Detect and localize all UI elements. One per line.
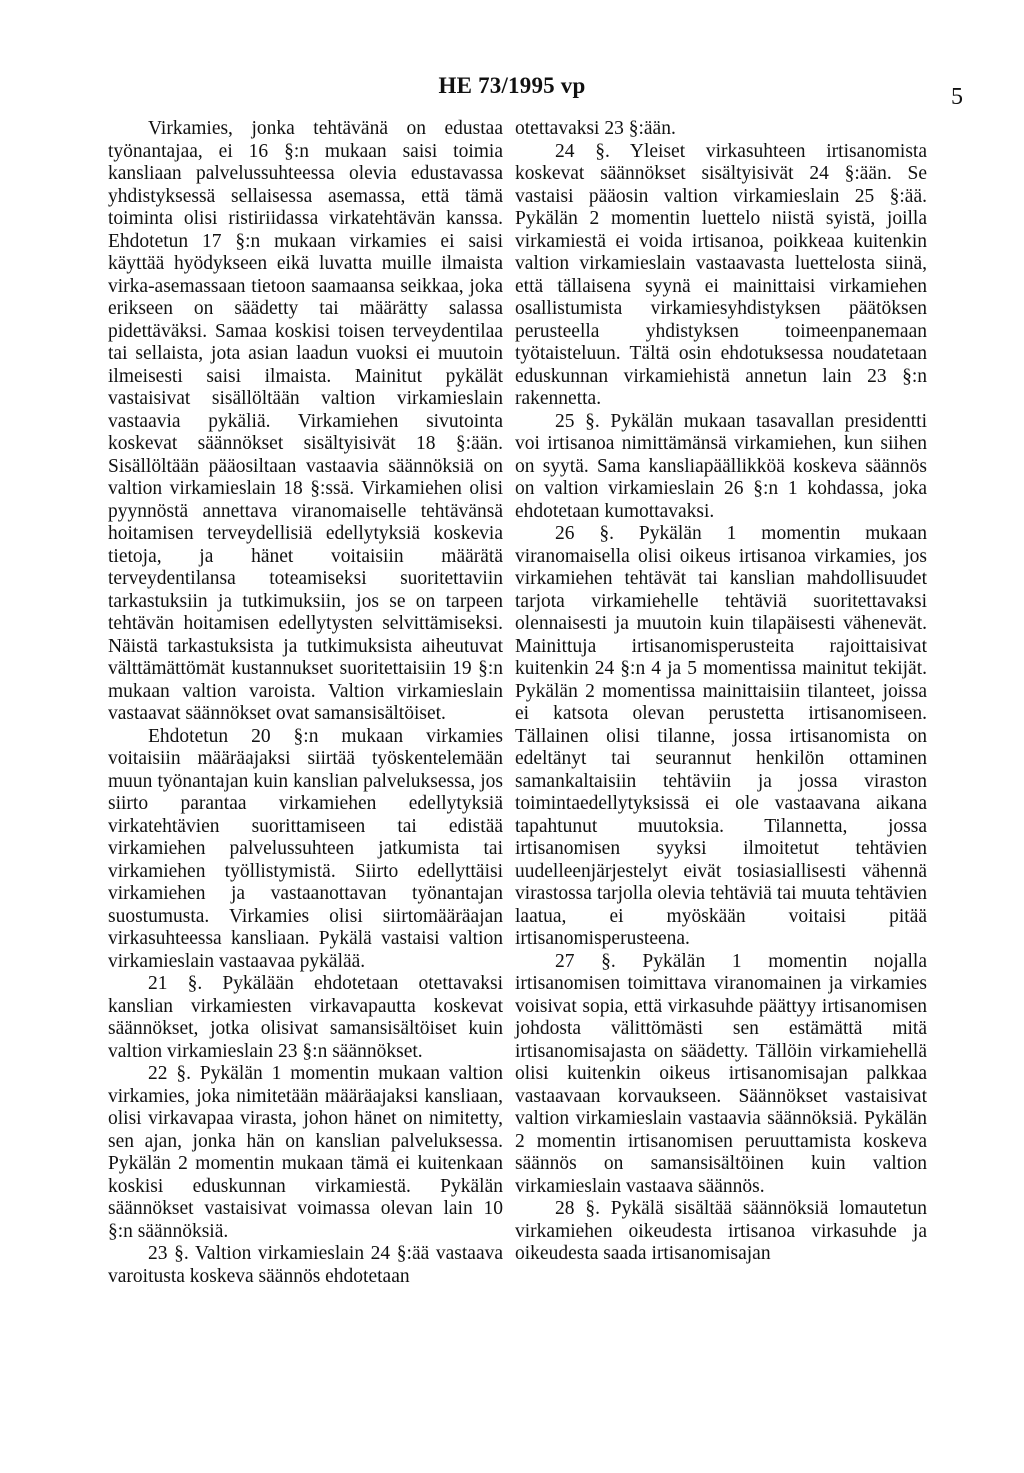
paragraph: 21 §. Pykälään ehdotetaan otettavaksi kanslian virkamiesten virkavapautta koskevat säännökset, jotka olisivat samansisältöiset kuin valtion virkamieslain 23 §:n säännökset.	[108, 973, 503, 1062]
paragraph: Virkamies, jonka tehtävänä on edustaa työnantajaa, ei 16 §:n mukaan saisi toimia kansliaan palvelussuhteessa olevia edustavassa yhdistyksessä sellaisessa asemassa, että tämä toiminta olisi ristiriidassa virkatehtävän kanssa. Ehdotetun 17 §:n mukaan virkamies ei saisi käyttää hyödykseen eikä luvatta muille ilmaista virka-asemassaan tietoon saamaansa seikkaa, joka erikseen on säädetty tai määrätty salassa pidettäväksi. Samaa koskisi toisen terveydentilaa tai sellaista, jota asian laadun vuoksi ei muutoin ilmeisesti saisi ilmaista. Mainitut pykälät vastaisivat sisällöltään valtion virkamieslain vastaavia pykäliä. Virkamiehen sivutointa koskevat säännökset sisältyisivät 18 §:ään. Sisällöltään pääosiltaan vastaavia säännöksiä on valtion virkamieslain 18 §:ssä. Virkamiehen olisi pyynnöstä annettava viranomaiselle tehtävänsä hoitamisen terveydellisiä edellytyksiä koskevia tietoja, ja hänet voitaisiin määrätä terveydentilansa toteamiseksi suoritettaviin tarkastuksiin ja tutkimuksiin, jos se on tarpeen tehtävän hoitamisen edellytysten selvittämiseksi. Näistä tarkastuksista ja tutkimuksista aiheutuvat välttämättömät kustannukset suoritettaisiin 19 §:n mukaan valtion varoista. Valtion virkamieslain vastaavat säännökset ovat samansisältöiset.	[108, 118, 503, 724]
paragraph: 23 §. Valtion virkamieslain 24 §:ää vastaava varoitusta koskeva säännös ehdotetaan	[108, 1243, 503, 1287]
paragraph: 22 §. Pykälän 1 momentin mukaan valtion virkamies, joka nimitetään määräajaksi kansliaan, olisi virkavapaa virasta, johon hänet on nimitetty, sen ajan, jonka hän on kanslian palveluksessa. Pykälän 2 momentin mukaan tämä ei kuitenkaan koskisi eduskunnan virkamiestä. Pykälän säännökset vastaisivat voimassa olevan lain 10 §:n säännöksiä.	[108, 1063, 503, 1242]
paragraph: otettavaksi 23 §:ään.	[515, 118, 676, 139]
paragraph: 27 §. Pykälän 1 momentin nojalla irtisanomisen toimittava viranomainen ja virkamies voisivat sopia, että virkasuhde päättyy irtisanomisen johdosta välittömästi sen estämättä mitä irtisanomisajasta on säädetty. Tällöin virkamiehellä olisi kuitenkin oikeus irtisanomisajan palkkaa vastaavaan korvaukseen. Säännökset vastaisivat valtion virkamieslain vastaavia säännöksiä. Pykälän 2 momentin irtisanomisen peruuttamista koskeva säännös on samansisältöinen kuin valtion virkamieslain vastaava säännös.	[515, 950, 927, 1197]
paragraph: 25 §. Pykälän mukaan tasavallan presidentti voi irtisanoa nimittämänsä virkamiehen, kun siihen on syytä. Sama kansliapäällikköä koskeva säännös on valtion virkamieslain 26 §:n 1 kohdassa, joka ehdotetaan kumottavaksi.	[515, 410, 927, 522]
running-head: HE 73/1995 vp	[438, 73, 586, 98]
right-column	[515, 118, 927, 1266]
paragraph: 28 §. Pykälä sisältää säännöksiä lomautetun virkamiehen oikeudesta irtisanoa virkasuhde ja oikeudesta saada irtisanomisajan	[515, 1198, 927, 1264]
paragraph: Ehdotetun 20 §:n mukaan virkamies voitaisiin määräajaksi siirtää työskentelemään muun työnantajan kuin kanslian palveluksessa, jos siirto parantaa virkamiehen edellytyksiä virkatehtävien suorittamiseen tai edistää virkamiehen palvelussuhteen jatkumista tai virkamiehen työllistymistä. Siirto edellyttäisi virkamiehen ja vastaanottavan työnantajan suostumusta. Virkamies olisi siirtomääräajan virkasuhteessa kansliaan. Pykälä vastaisi valtion virkamieslain vastaavaa pykälää.	[108, 725, 503, 972]
paragraph: 26 §. Pykälän 1 momentin mukaan viranomaisella olisi oikeus irtisanoa virkamies, jos virkamiehen tehtävät tai kanslian mahdollisuudet tarjota virkamiehelle tehtäviä suoritettavaksi olennaisesti ja muutoin kuin tilapäisesti vähenevät. Mainittuja irtisanomisperusteita rajoittaisivat kuitenkin 24 §:n 4 ja 5 momentissa mainitut tekijät. Pykälän 2 momentissa mainittaisiin tilanteet, joissa ei katsota olevan perustetta irtisanomiseen. Tällainen olisi tilanne, jossa irtisanomista on edeltänyt tai seurannut henkilön ottaminen samankaltaisiin tehtäviin ja jossa viraston toimintaedellytyksissä ei ole vastaavana aikana tapahtunut muutoksia. Tilannetta, jossa irtisanomisen syyksi ilmoitetut tehtävien uudelleenjärjestelyt eivät tosiasiallisesti vähennä virastossa tarjolla olevia tehtäviä tai muuta tehtävien laatua, ei myöskään voitaisi pitää irtisanomisperusteena.	[515, 523, 927, 949]
left-column	[108, 118, 503, 1288]
paragraph: 24 §. Yleiset virkasuhteen irtisanomista koskevat säännökset sisältyisivät 24 §:ään. Se vastaisi pääosin valtion virkamieslain 25 §:ää. Pykälän 2 momentin luettelo niistä syistä, joilla virkamiestä ei voida irtisanoa, poikkeaa kuitenkin valtion virkamieslain vastaavasta luettelosta siinä, että tällaisena syynä ei mainittaisi virkamiehen osallistumista virkamiesyhdistyksen päätöksen perusteella yhdistyksen toimeenpanemaan työtaisteluun. Tältä osin ehdotuksessa noudatetaan eduskunnan virkamiehistä annetun lain 23 §:n rakennetta.	[515, 140, 927, 409]
page-number: 5	[951, 84, 963, 110]
